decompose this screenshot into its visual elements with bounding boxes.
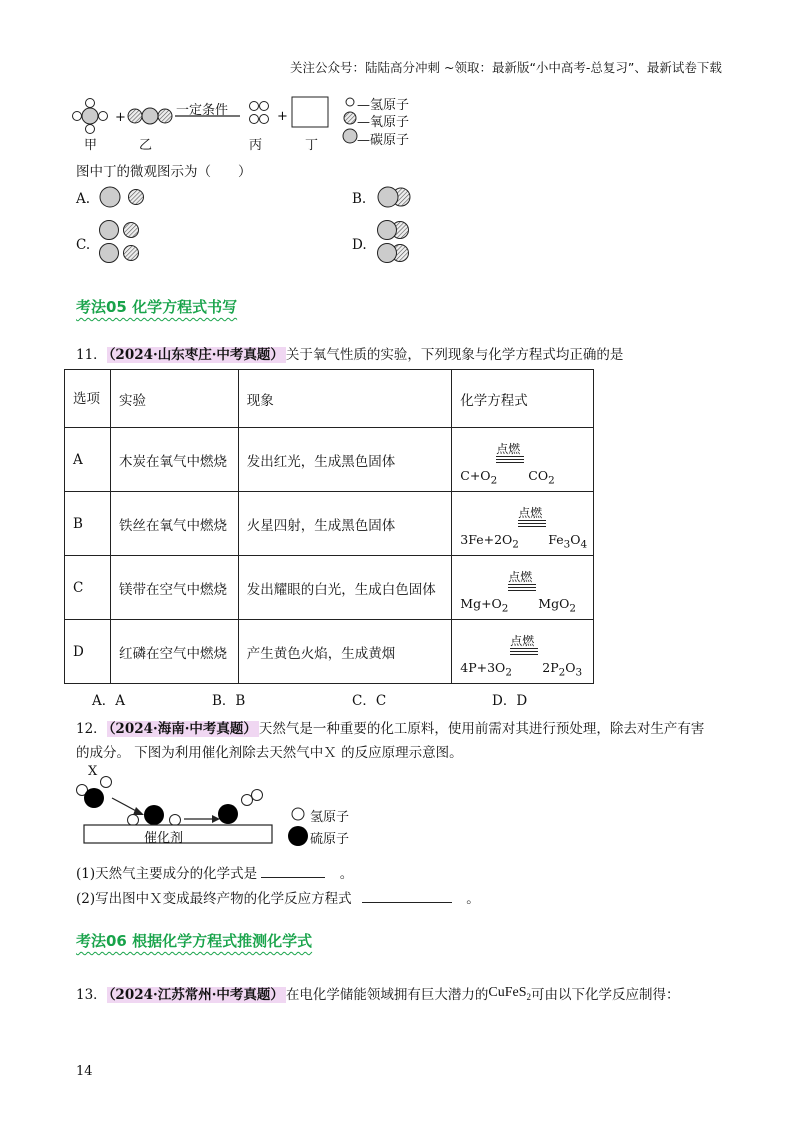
subquestion-1-text: (1)天然气主要成分的化学式是 — [76, 866, 258, 882]
answer-choices — [0, 689, 800, 707]
row-experiment: 镁带在空气中燃烧 — [110, 556, 238, 620]
subquestion-1 — [76, 862, 353, 882]
equation-condition: 点燃 — [510, 633, 535, 648]
equation-products: $Fe_3O_4$ — [548, 531, 588, 550]
hydrogen-legend-icon — [346, 98, 354, 106]
page-number: 14 — [76, 1064, 93, 1079]
equation-reactants: $C+O_2$ — [460, 467, 498, 486]
legend-hydrogen-atom: 氢原子 — [310, 810, 350, 825]
table-row — [65, 556, 594, 620]
reaction-products — [240, 94, 460, 154]
equation-products: $CO_2$ — [528, 467, 555, 486]
header-equation: 化学方程式 — [452, 370, 594, 428]
label-bing: 丙 — [249, 138, 263, 153]
question-source: （2024·江苏常州·中考真题） — [108, 987, 284, 1003]
row-phenomenon: 发出耀眼的白光，生成白色固体 — [238, 556, 452, 620]
row-phenomenon: 产生黄色火焰，生成黄烟 — [238, 620, 452, 684]
hydrogen-atom-icon — [292, 808, 304, 820]
equation-products: MgO$_2$ — [538, 595, 576, 614]
option-a-label[interactable]: A. — [76, 191, 91, 207]
equation-reactants: $3Fe+2O_2$ — [460, 531, 519, 550]
subquestion-2 — [76, 887, 480, 907]
question-stem: 关于氧气性质的实验，下列现象与化学方程式均正确的是 — [285, 347, 624, 363]
sulfur-atom-icon — [288, 826, 308, 846]
unknown-box-ding — [292, 97, 328, 127]
label-ding: 丁 — [305, 138, 319, 153]
row-equation — [452, 620, 594, 684]
subquestion-2-text: (2)写出图中Ｘ变成最终产物的化学反应方程式 — [76, 891, 352, 907]
question-13 — [76, 983, 680, 1003]
question-11 — [76, 343, 623, 363]
option-b-figure — [374, 182, 424, 212]
header-phenomenon: 现象 — [238, 370, 452, 428]
row-option: A — [65, 428, 111, 492]
section-heading-05: 考法05 化学方程式书写 — [76, 298, 238, 316]
option-b-label[interactable]: B. — [352, 191, 367, 207]
question-source: （2024·海南·中考真题） — [108, 721, 257, 737]
option-d-figure — [374, 218, 424, 268]
molecule-jia — [73, 99, 108, 134]
option-a-figure — [96, 184, 156, 214]
oxygen-legend-icon — [344, 112, 356, 124]
row-option: C — [65, 556, 111, 620]
choice-a[interactable]: A．A — [92, 693, 125, 709]
reaction-condition: 一定条件 — [176, 103, 229, 118]
equation-condition: 点燃 — [518, 505, 543, 520]
period: 。 — [466, 891, 480, 907]
question-number: 13． — [76, 987, 107, 1003]
catalyst-label: 催化剂 — [144, 831, 184, 846]
period: 。 — [339, 866, 354, 882]
question-stem-end: 可由以下化学反应制得： — [531, 987, 680, 1003]
equation-condition: 点燃 — [508, 569, 533, 584]
row-option: D — [65, 620, 111, 684]
equation-reactants: $Mg+O_2$ — [460, 595, 509, 614]
choice-c[interactable]: C．C — [352, 693, 387, 709]
table-row — [65, 428, 594, 492]
row-experiment: 木炭在氧气中燃烧 — [110, 428, 238, 492]
question-number: 12． — [76, 721, 107, 737]
carbon-legend-icon — [343, 129, 357, 143]
row-experiment: 铁丝在氧气中燃烧 — [110, 492, 238, 556]
equation-products: $2P_2O_3$ — [542, 659, 583, 678]
question-stem: 图中丁的微观图示为（ ） — [76, 164, 252, 180]
legend-oxygen: —氧原子 — [357, 115, 410, 130]
option-c-label[interactable]: C. — [76, 237, 91, 253]
molecule-yi — [128, 108, 172, 124]
answer-blank-1[interactable] — [261, 877, 325, 878]
question-source: （2024·山东枣庄·中考真题） — [108, 347, 284, 363]
svg-text:+: + — [277, 109, 288, 124]
label-yi: 乙 — [139, 138, 153, 153]
row-phenomenon: 火星四射，生成黑色固体 — [238, 492, 452, 556]
header-option-text: 选项 — [73, 390, 100, 407]
question-12 — [76, 717, 704, 737]
row-equation — [452, 428, 594, 492]
option-c-figure — [96, 218, 156, 268]
question-stem-continued: 的成分。 下图为利用催化剂除去天然气中Ｘ 的反应原理示意图。 — [76, 745, 463, 761]
header-option — [65, 370, 111, 428]
answer-blank-2[interactable] — [362, 902, 452, 903]
option-d-label[interactable]: D. — [352, 237, 367, 253]
equation-condition: 点燃 — [496, 441, 521, 456]
experiment-table — [64, 369, 594, 684]
x-molecule-label: X — [88, 764, 98, 779]
row-experiment: 红磷在空气中燃烧 — [110, 620, 238, 684]
question-stem: 天然气是一种重要的化工原料，使用前需对其进行预处理，除去对生产有害 — [258, 721, 705, 737]
table-header-row — [65, 370, 594, 428]
row-option: B — [65, 492, 111, 556]
legend-carbon: —碳原子 — [357, 133, 410, 148]
page-header: 关注公众号：陆陆高分冲刺 ~领取：最新版“小中高考-总复习”、最新试卷下载 — [290, 60, 722, 75]
question-stem: 在电化学储能领域拥有巨大潜力的 — [285, 987, 489, 1003]
table-row — [65, 620, 594, 684]
plus-sign: + — [115, 110, 126, 125]
label-jia: 甲 — [84, 138, 98, 153]
table-row — [65, 492, 594, 556]
row-equation — [452, 492, 594, 556]
legend-sulfur-atom: 硫原子 — [310, 832, 350, 847]
formula: CuFeS$_2$ — [488, 985, 532, 1002]
section-heading-06: 考法06 根据化学方程式推测化学式 — [76, 932, 313, 950]
choice-d[interactable]: D．D — [492, 693, 528, 709]
legend-hydrogen: —氢原子 — [357, 98, 410, 113]
equation-reactants: $4P+3O_2$ — [460, 659, 512, 678]
header-experiment: 实验 — [110, 370, 238, 428]
row-phenomenon: 发出红光，生成黑色固体 — [238, 428, 452, 492]
row-equation — [452, 556, 594, 620]
question-number: 11． — [76, 347, 107, 363]
choice-b[interactable]: B．B — [212, 693, 246, 709]
